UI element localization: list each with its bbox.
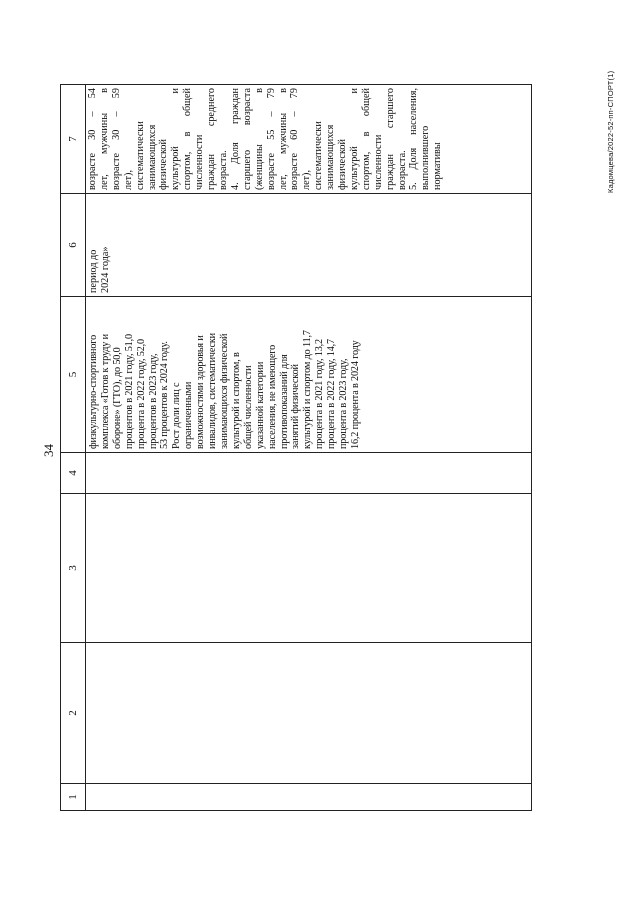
col5-line: возможностями здоровья и xyxy=(195,335,207,449)
col7-line: лет, мужчины в xyxy=(98,88,110,190)
col5-line: занятий физической xyxy=(290,364,302,449)
col5-line: процента в 2023 году, xyxy=(338,358,350,449)
col7-line: старшего возраста xyxy=(241,88,253,190)
col-header-3: 3 xyxy=(61,494,86,643)
col5-line: процента в 2021 году, 13,2 xyxy=(314,339,326,449)
col7-line: возрасте 30 – 59 xyxy=(110,88,122,190)
col7-line: физической xyxy=(158,139,170,190)
col-header-1: 1 xyxy=(61,784,86,811)
col-header-2: 2 xyxy=(61,643,86,784)
program-table xyxy=(60,84,532,811)
cell-col-3 xyxy=(86,494,532,643)
col5-line: ограниченными xyxy=(183,381,195,449)
col7-line: нормативы xyxy=(432,142,444,190)
col5-line: процента в 2022 году, 52,0 xyxy=(135,339,147,449)
cell-col-7-indicators xyxy=(86,85,532,194)
col6-line: 2024 года» xyxy=(99,246,111,293)
cell-col-6-period xyxy=(86,194,532,297)
col5-line: Рост доли лиц с xyxy=(171,382,183,449)
col5-line: процентов в 2021 году, 51,0 xyxy=(123,334,135,449)
document-reference: Кадомцева/2022-52-пп-СПОРТ(1) xyxy=(606,70,615,193)
col7-line: численности xyxy=(372,134,384,190)
col7-line: систематически xyxy=(313,121,325,190)
col7-line: культурой и xyxy=(170,88,182,190)
col5-line: обороне» (ГТО), до 50,0 xyxy=(111,347,123,449)
col7-line: занимающихся xyxy=(146,124,158,190)
cell-col-4 xyxy=(86,453,532,494)
col7-line: лет, мужчины в xyxy=(277,88,289,190)
col5-line: 16,2 процента в 2024 году xyxy=(349,340,361,449)
col5-line: общей численности xyxy=(242,365,254,449)
col5-line: физкультурно-спортивного xyxy=(88,334,99,449)
col7-line: численности xyxy=(194,134,206,190)
col5-line: противопоказаний для xyxy=(278,354,290,449)
col-header-7: 7 xyxy=(61,85,86,194)
col5-line: процента в 2022 году, 14,7 xyxy=(326,339,338,449)
col5-line: культурой и спортом до 11,7 xyxy=(302,330,314,449)
page-number: 34 xyxy=(41,444,56,457)
cell-col-1 xyxy=(86,784,532,811)
col7-line: культурой и xyxy=(348,88,360,190)
col7-line: спортом, в общей xyxy=(360,88,372,190)
col7-line: спортом, в общей xyxy=(182,88,194,190)
col7-line: возрасте 55 – 79 xyxy=(265,88,277,190)
col5-line: населения, не имеющего xyxy=(266,344,278,449)
header-row xyxy=(61,85,86,811)
cell-col-2 xyxy=(86,643,532,784)
col7-line: систематически xyxy=(134,121,146,190)
col7-line: граждан старшего xyxy=(384,88,396,190)
col7-line: лет), xyxy=(301,170,313,190)
col5-line: занимающихся физической xyxy=(218,333,230,449)
col5-line: культурой и спортом, в xyxy=(230,352,242,449)
col7-line: 5. Доля населения, xyxy=(408,88,420,190)
col5-line: комплекса «Готов к труду и xyxy=(99,334,111,449)
col7-line: занимающихся xyxy=(325,124,337,190)
col6-line: период до xyxy=(88,249,99,293)
col-header-4: 4 xyxy=(61,453,86,494)
col5-line: указанной категории xyxy=(254,361,266,449)
col7-line: возрасте 30 – 54 xyxy=(87,88,98,190)
col5-line: 53 процентов к 2024 году. xyxy=(159,341,171,449)
col7-line: возраста. xyxy=(217,150,229,190)
col7-line: (женщины в xyxy=(253,88,265,190)
col7-line: возрасте 60 – 79 xyxy=(289,88,301,190)
col7-line: граждан среднего xyxy=(206,88,218,190)
col7-line: выполнившего xyxy=(420,125,432,190)
col5-line: процентов в 2023 году, xyxy=(147,353,159,449)
col5-line: инвалидов, систематически xyxy=(207,333,219,449)
col7-line: возраста. xyxy=(396,150,408,190)
col7-line: 4. Доля граждан xyxy=(229,88,241,190)
col-header-6: 6 xyxy=(61,194,86,297)
cell-col-5-results xyxy=(86,297,532,453)
col-header-5: 5 xyxy=(61,297,86,453)
col7-line: лет), xyxy=(122,170,134,190)
body-row xyxy=(86,85,532,811)
col7-line: физической xyxy=(337,139,349,190)
